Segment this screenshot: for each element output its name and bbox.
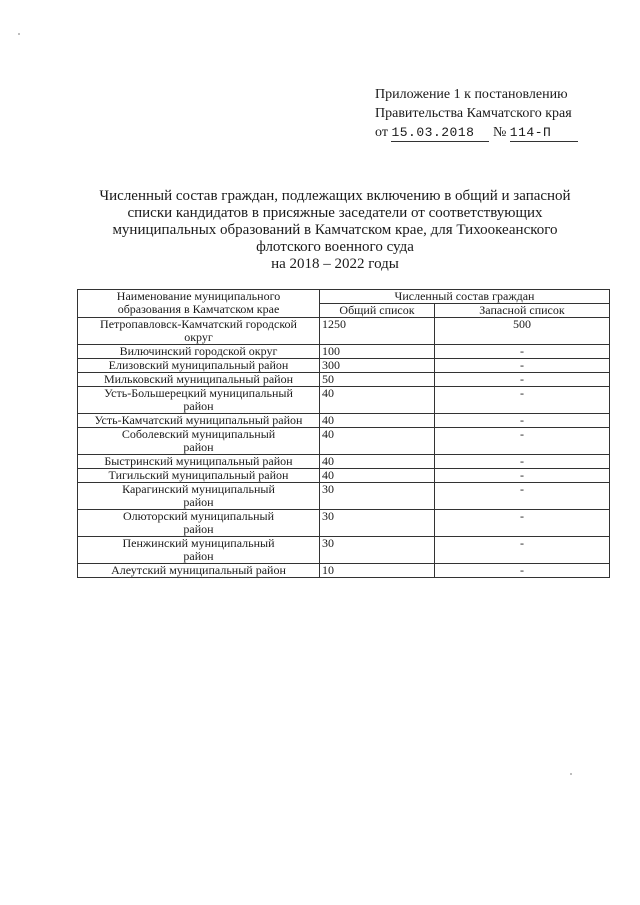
municipality-name: Пенжинский муниципальный район — [78, 537, 320, 564]
annex-line-3 — [375, 123, 578, 142]
general-list-count: 40 — [320, 414, 435, 428]
annex-line-1: Приложение 1 к постановлению — [375, 87, 568, 102]
header-citizens-count: Численный состав граждан — [320, 290, 610, 304]
number-label: № — [492, 125, 507, 140]
scan-speck — [18, 33, 20, 35]
table-row — [78, 345, 610, 359]
title-line-1: Численный состав граждан, подлежащих включению в общий и запасной — [99, 188, 571, 204]
table-row — [78, 469, 610, 483]
reserve-list-count: - — [435, 455, 610, 469]
municipality-name: Карагинский муниципальный район — [78, 483, 320, 510]
municipality-name: Мильковский муниципальный район — [78, 373, 320, 387]
general-list-count: 10 — [320, 564, 435, 578]
resolution-number: 114-П — [509, 125, 552, 140]
header-general-list: Общий список — [320, 304, 435, 318]
reserve-list-count: - — [435, 469, 610, 483]
municipality-name: Быстринский муниципальный район — [78, 455, 320, 469]
municipality-name: Вилючинский городской округ — [78, 345, 320, 359]
table-body — [78, 318, 610, 578]
from-label: от — [375, 125, 388, 140]
reserve-list-count: - — [435, 373, 610, 387]
table-row — [78, 564, 610, 578]
general-list-count: 300 — [320, 359, 435, 373]
general-list-count: 30 — [320, 483, 435, 510]
reserve-list-count: - — [435, 387, 610, 414]
table-row — [78, 428, 610, 455]
table-row — [78, 483, 610, 510]
reserve-list-count: 500 — [435, 318, 610, 345]
municipality-name: Елизовский муниципальный район — [78, 359, 320, 373]
reserve-list-count: - — [435, 359, 610, 373]
municipality-name: Петропавловск-Камчатский городской округ — [78, 318, 320, 345]
table-row — [78, 537, 610, 564]
reserve-list-count: - — [435, 537, 610, 564]
municipality-name: Усть-Камчатский муниципальный район — [78, 414, 320, 428]
citizens-table — [77, 289, 610, 578]
municipality-name: Усть-Большерецкий муниципальный район — [78, 387, 320, 414]
title-line-4: флотского военного суда — [256, 239, 414, 255]
header-reserve-list: Запасной список — [435, 304, 610, 318]
header-municipality: Наименование муниципального образования в Камчатском крае — [78, 290, 320, 318]
table-row — [78, 387, 610, 414]
reserve-list-count: - — [435, 345, 610, 359]
table-row — [78, 359, 610, 373]
general-list-count: 100 — [320, 345, 435, 359]
title-line-5: на 2018 – 2022 годы — [271, 256, 399, 272]
municipality-name: Тигильский муниципальный район — [78, 469, 320, 483]
general-list-count: 40 — [320, 469, 435, 483]
annex-header — [375, 85, 578, 142]
general-list-count: 40 — [320, 455, 435, 469]
title-line-2: списки кандидатов в присяжные заседатели от соответствующих — [127, 205, 543, 221]
municipality-name: Олюторский муниципальный район — [78, 510, 320, 537]
reserve-list-count: - — [435, 564, 610, 578]
general-list-count: 50 — [320, 373, 435, 387]
reserve-list-count: - — [435, 483, 610, 510]
title-line-3: муниципальных образований в Камчатском крае, для Тихоокеанского — [112, 222, 558, 238]
table-row — [78, 318, 610, 345]
reserve-list-count: - — [435, 510, 610, 537]
document-title — [85, 188, 585, 273]
general-list-count: 30 — [320, 537, 435, 564]
general-list-count: 40 — [320, 428, 435, 455]
table-row — [78, 414, 610, 428]
resolution-date: 15.03.2018 — [391, 125, 475, 140]
annex-line-2: Правительства Камчатского края — [375, 106, 572, 121]
municipality-name: Алеутский муниципальный район — [78, 564, 320, 578]
table-row — [78, 510, 610, 537]
general-list-count: 30 — [320, 510, 435, 537]
general-list-count: 1250 — [320, 318, 435, 345]
table-row — [78, 455, 610, 469]
scan-speck — [570, 773, 572, 775]
general-list-count: 40 — [320, 387, 435, 414]
reserve-list-count: - — [435, 414, 610, 428]
table-row — [78, 373, 610, 387]
municipality-name: Соболевский муниципальный район — [78, 428, 320, 455]
reserve-list-count: - — [435, 428, 610, 455]
